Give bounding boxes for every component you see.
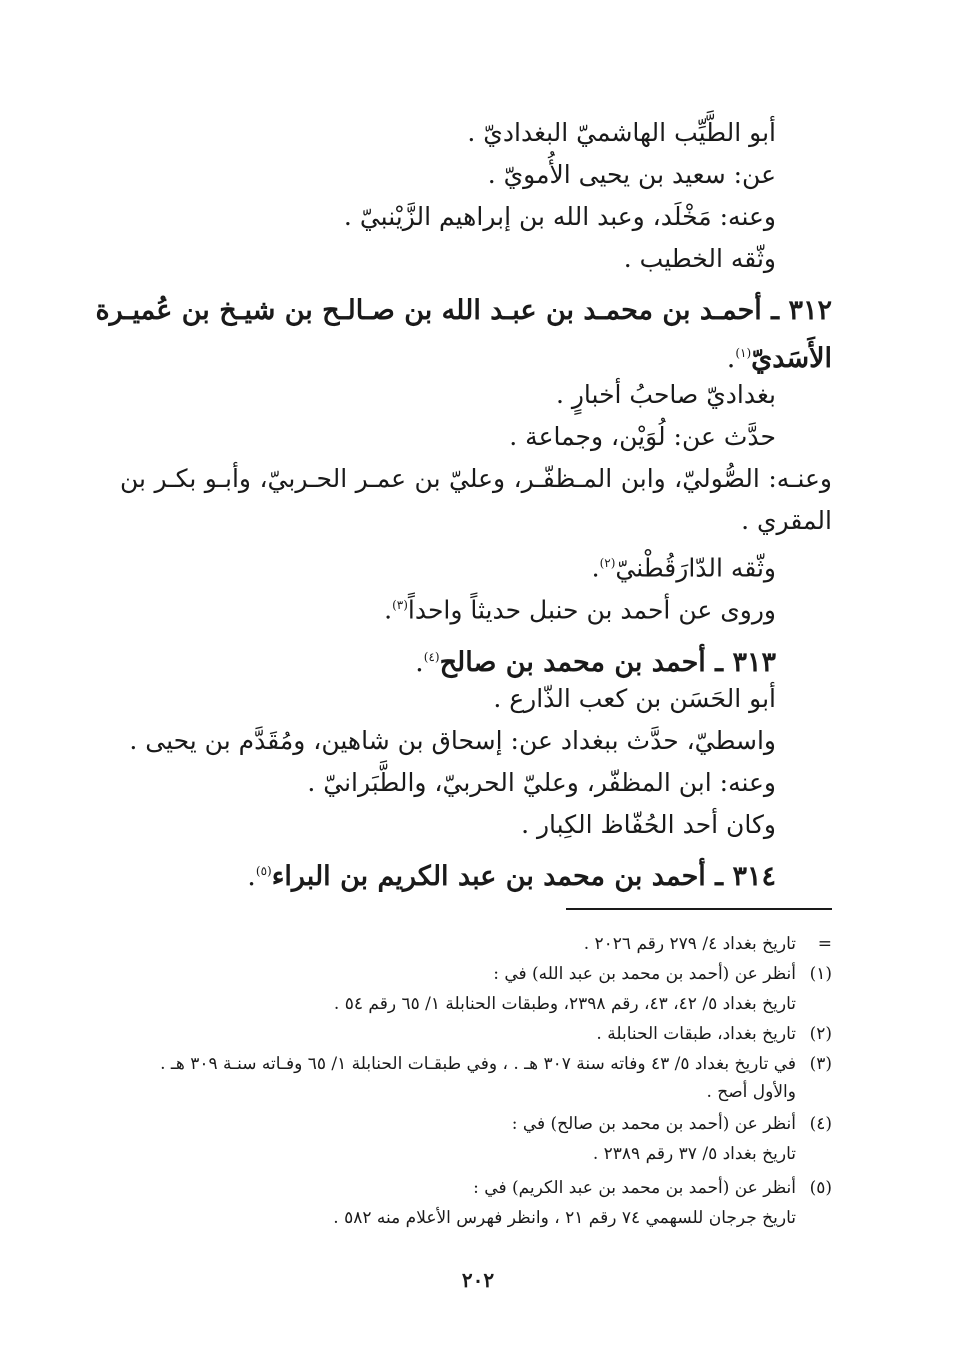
text-line: واسطيّ، حدَّث ببغداد عن: إسحاق بن شاهين، ومُقَدَّم بن يحيى .	[129, 726, 776, 755]
footnote-ref: (١)	[735, 346, 752, 360]
footnote-ref: (٣)	[392, 598, 408, 612]
footnote-number: (٣)	[809, 1054, 832, 1074]
text-line: أبو الحَسَن بن كعب الذّارع .	[493, 684, 776, 713]
footnote-text: في تاريخ بغداد ٥/ ٤٣ وفاته سنة ٣٠٧ هـ . ، وفي طبقـات الحنابلة ١/ ٦٥ وفـاته سنـة ٣٠٩ هـ .	[160, 1054, 796, 1074]
page-number: ٢٠٢	[461, 1268, 495, 1292]
footnote-text: أنظر عن (أحمد بن محمد بن عبد الكريم) في :	[473, 1178, 796, 1198]
footnote-number: (٢)	[809, 1024, 832, 1044]
footnote-number: (٥)	[809, 1178, 832, 1198]
entry-heading-312-cont	[727, 336, 832, 376]
footnote-text: تاريخ بغداد ٤/ ٢٧٩ رقم ٢٠٢٦ .	[583, 934, 796, 954]
text-line	[384, 588, 776, 627]
text: وروى عن أحمد بن حنبل حديثاً واحداً	[407, 595, 776, 625]
footnote-number: (٤)	[809, 1114, 832, 1134]
footnote-text: أنظر عن (أحمد بن محمد بن صالح) في :	[511, 1114, 796, 1134]
text-end: .	[384, 595, 393, 625]
heading-text: الأَسَديّ	[751, 343, 832, 374]
footnote-text: تاريخ بغداد، طبقات الحنابلة .	[596, 1024, 796, 1044]
heading-text: ٣١٤ ـ أحمد بن محمد بن عبد الكريم بن البراء	[271, 861, 776, 892]
footnote-ref: (٥)	[255, 864, 272, 878]
footnote-text: تاريخ بغداد ٥/ ٤٢، ٤٣، رقم ٢٣٩٨، وطبقات الحنابلة ١/ ٦٥ رقم ٥٤ .	[333, 994, 796, 1014]
footnote-number: (١)	[809, 964, 832, 984]
text-line: وعنـه: الصُّوليّ، وابن المـظفّـر، وعليّ بن عمـر الحـربيّ، وأبـو بكـر بن	[120, 464, 832, 493]
heading-text: ٣١٣ ـ أحمد بن محمد بن صالح	[439, 647, 776, 678]
footnote-ref: (٢)	[599, 556, 616, 570]
text-line: عن: سعيد بن يحيى الأُمويّ .	[487, 160, 776, 189]
heading-end: .	[415, 647, 424, 678]
text-line: وثّقه الخطيب .	[623, 244, 776, 273]
footnote-text: تاريخ جرجان للسهمي ٧٤ رقم ٢١ ، وانظر فهرس الأعلام منه ٥٨٢ .	[333, 1208, 796, 1228]
entry-heading-313	[415, 640, 776, 680]
footnote-separator	[566, 908, 832, 910]
heading-end: .	[247, 861, 256, 892]
heading-end: .	[726, 343, 736, 374]
text-line: حدَّث عن: لُوَيْن، وجماعة .	[509, 422, 776, 451]
text: وثّقه الدّارَقُطْنيّ	[615, 553, 776, 583]
text-end: .	[591, 553, 600, 583]
text-line: وكان أحد الحُفّاظ الكِبار .	[521, 810, 776, 839]
entry-heading-312: ٣١٢ ـ أحمـد بن محمـد بن عبـد الله بن صـالـح بن شيـخ بن عُميـرة	[95, 295, 832, 326]
text-line: بغداديّ صاحبُ أخبارٍ .	[555, 380, 776, 409]
text-line	[592, 546, 776, 585]
footnote-text: أنظر عن (أحمد بن محمد بن عبد الله) في :	[493, 964, 796, 984]
text-line: وعنه: مَخْلَد، وعبد الله بن إبراهيم الزَّيْنبيّ .	[343, 202, 776, 231]
footnote-text: والأول أصح .	[706, 1082, 796, 1102]
footnote-text: تاريخ بغداد ٥/ ٣٧ رقم ٢٣٨٩ .	[592, 1144, 796, 1164]
text-line: أبو الطَّيِّب الهاشميّ البغداديّ .	[467, 118, 776, 147]
footnote-ref: (٤)	[423, 650, 440, 664]
text-line: المقري .	[741, 506, 832, 535]
text-line: وعنه: ابن المظفّر، وعليّ الحربيّ، والطَّبَرانيّ .	[307, 768, 776, 797]
footnote-number: =	[817, 934, 832, 954]
entry-heading-314	[247, 854, 776, 894]
